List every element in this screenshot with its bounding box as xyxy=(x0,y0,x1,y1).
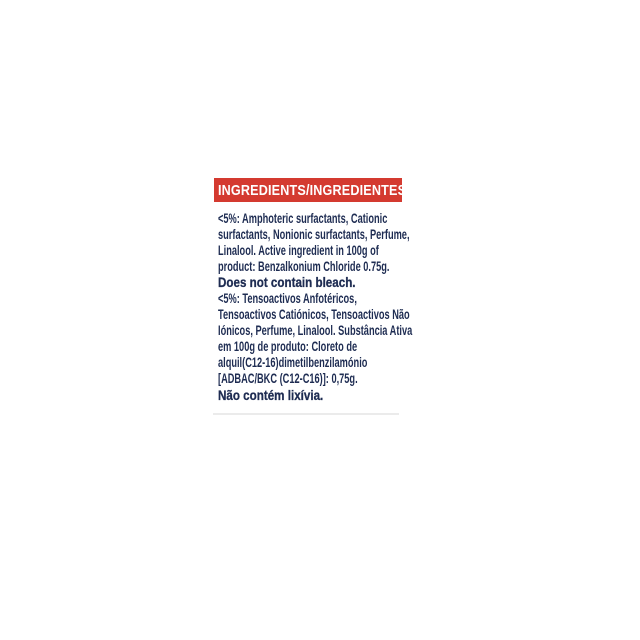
ingredients-line-en-1: <5%: Amphoteric surfactants, Cationic xyxy=(218,210,388,226)
ingredients-line-en-4: product: Benzalkonium Chloride 0.75g. xyxy=(218,258,390,275)
ingredients-line-pt-2: Tensoactivos Catiónicos, Tensoactivos Não xyxy=(218,306,410,323)
label-divider-line xyxy=(213,413,399,415)
ingredients-line-en-2: surfactants, Nonionic surfactants, Perfume, xyxy=(218,226,410,243)
ingredients-line-en-3: Linalool. Active ingredient in 100g of xyxy=(218,242,379,259)
ingredients-line-pt-5: alquil(C12-16)dimetilbenzilamónio xyxy=(218,354,368,371)
ingredients-header-bar xyxy=(214,178,407,202)
no-bleach-statement-en: Does not contain bleach. xyxy=(218,274,356,291)
ingredients-line-pt-6: [ADBAC/BKC (C12-C16)]: 0,75g. xyxy=(218,370,358,387)
ingredients-line-pt-4: em 100g de produto: Cloreto de xyxy=(218,338,358,355)
ingredients-line-pt-1: <5%: Tensoactivos Anfotéricos, xyxy=(218,290,357,307)
ingredients-header-title: INGREDIENTS/INGREDIENTES xyxy=(218,181,407,199)
ingredients-line-pt-3: Iónicos, Perfume, Linalool. Substância Ativa xyxy=(218,322,413,339)
no-bleach-statement-pt: Não contém lixívia. xyxy=(218,386,324,403)
ingredients-text-block xyxy=(218,210,512,403)
